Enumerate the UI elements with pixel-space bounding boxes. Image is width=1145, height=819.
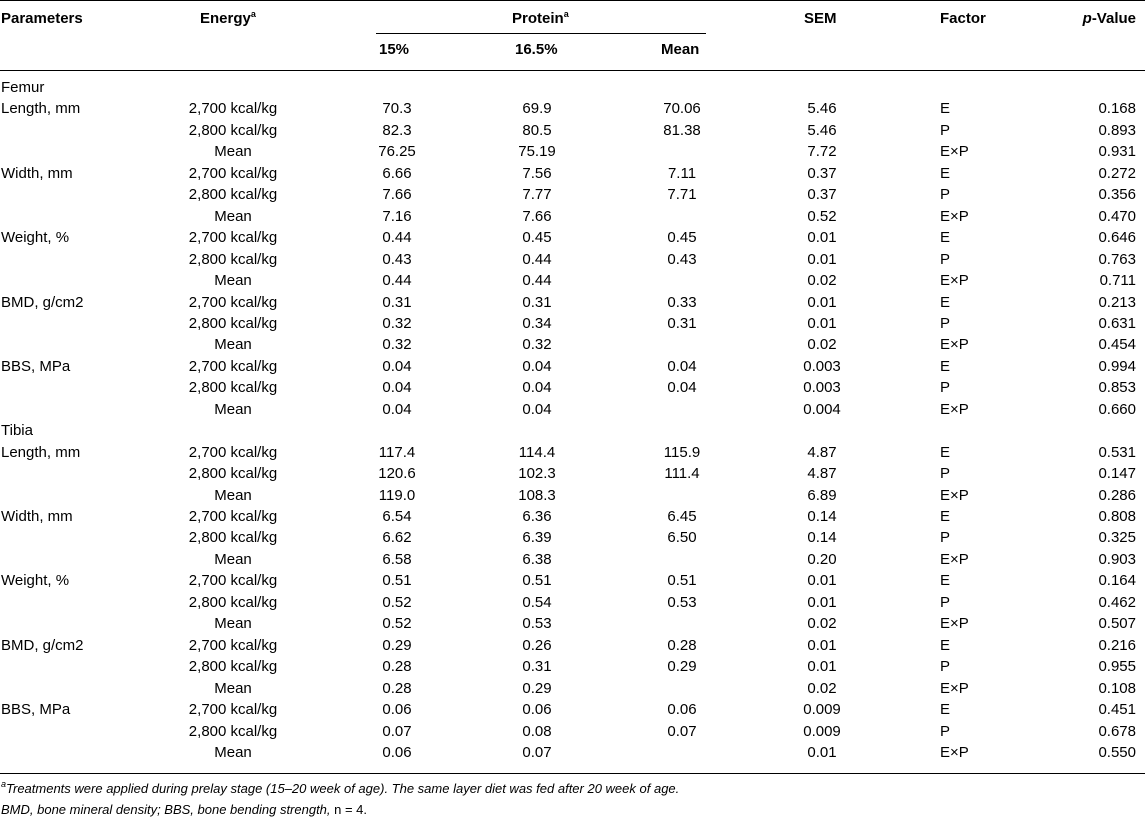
protein-15-cell: 0.43 — [382, 250, 412, 268]
parameter-cell: Width, mm — [1, 508, 73, 525]
protein-15-cell: 6.66 — [382, 164, 412, 182]
bottom-rule — [0, 773, 1145, 774]
protein-15-cell: 0.28 — [382, 658, 412, 676]
sem-cell: 0.01 — [807, 314, 837, 332]
energy-cell: 2,700 kcal/kg — [188, 572, 278, 590]
p-value-cell: 0.631 — [1098, 314, 1136, 332]
header-protein: Protein$^a$ — [512, 9, 569, 27]
p-value-cell: 0.678 — [1098, 722, 1136, 740]
factor-cell: E — [940, 508, 951, 525]
protein-16-5-cell: 0.04 — [522, 400, 552, 418]
p-value-cell: 0.451 — [1098, 701, 1136, 719]
sem-cell: 0.14 — [807, 529, 837, 547]
energy-cell: Mean — [214, 743, 252, 761]
protein-mean-cell: 6.50 — [667, 529, 697, 547]
energy-cell: 2,700 kcal/kg — [188, 293, 278, 311]
protein-mean-cell: 111.4 — [664, 465, 700, 483]
protein-15-cell: 82.3 — [382, 121, 412, 139]
protein-15-cell: 0.32 — [382, 336, 412, 354]
energy-cell: Mean — [214, 486, 252, 504]
protein-16-5-cell: 108.3 — [518, 486, 556, 504]
parameter-cell: Tibia — [1, 422, 33, 440]
sem-cell: 0.009 — [803, 701, 841, 719]
parameter-cell: Femur — [1, 79, 45, 96]
sem-cell: 0.02 — [807, 615, 837, 633]
protein-16-5-cell: 6.39 — [522, 529, 552, 547]
protein-16-5-cell: 6.38 — [522, 550, 552, 568]
p-value-cell: 0.454 — [1098, 336, 1136, 354]
sem-cell: 0.01 — [807, 593, 837, 611]
p-value-cell: 0.470 — [1098, 207, 1136, 225]
protein-16-5-cell: 0.08 — [522, 722, 552, 740]
p-value-cell: 0.994 — [1098, 357, 1136, 375]
sem-cell: 0.02 — [807, 679, 837, 697]
protein-mean-cell: 0.28 — [667, 636, 697, 654]
p-value-cell: 0.325 — [1098, 529, 1136, 547]
protein-16-5-cell: 0.29 — [522, 679, 552, 697]
parameter-cell: Width, mm — [1, 164, 73, 182]
factor-cell: E — [940, 164, 951, 182]
factor-cell: P — [940, 250, 951, 268]
protein-16-5-cell: 0.04 — [522, 357, 552, 375]
factor-cell: P — [940, 379, 951, 397]
energy-cell: 2,800 kcal/kg — [188, 722, 278, 740]
energy-cell: Mean — [214, 550, 252, 568]
parameter-cell: BMD, g/cm2 — [1, 636, 84, 654]
factor-cell: E×P — [940, 207, 969, 225]
sem-cell: 0.01 — [807, 743, 837, 761]
protein-16-5-cell: 0.53 — [522, 615, 552, 633]
factor-cell: P — [940, 593, 951, 611]
factor-cell: E — [940, 701, 951, 719]
p-value-cell: 0.955 — [1098, 658, 1136, 676]
header-protein-mean: Mean — [661, 41, 700, 58]
protein-16-5-cell: 80.5 — [522, 121, 552, 139]
protein-mean-cell: 6.45 — [667, 508, 697, 525]
header-factor: Factor — [940, 10, 986, 27]
p-value-cell: 0.272 — [1098, 164, 1136, 182]
p-value-cell: 0.213 — [1098, 293, 1136, 311]
footnote-abbreviations: BMD, bone mineral density; BBS, bone bending strength, n = 4. — [1, 802, 368, 817]
sem-cell: 6.89 — [807, 486, 837, 504]
p-value-cell: 0.147 — [1098, 465, 1136, 483]
energy-cell: 2,800 kcal/kg — [188, 379, 278, 397]
energy-cell: Mean — [214, 143, 252, 161]
header-p-value: p-Value — [1082, 10, 1136, 27]
protein-mean-cell: 0.31 — [667, 314, 697, 332]
sem-cell: 0.14 — [807, 508, 837, 525]
protein-16-5-cell: 0.44 — [522, 272, 552, 290]
protein-mean-cell: 7.71 — [667, 186, 697, 204]
protein-15-cell: 7.66 — [382, 186, 412, 204]
parameter-cell: BMD, g/cm2 — [1, 293, 84, 311]
factor-cell: P — [940, 186, 951, 204]
protein-15-cell: 76.25 — [378, 143, 416, 161]
protein-16-5-cell: 0.31 — [522, 658, 552, 676]
protein-mean-cell: 0.51 — [667, 572, 697, 590]
protein-15-cell: 0.06 — [382, 701, 412, 719]
factor-cell: E×P — [940, 679, 969, 697]
protein-15-cell: 0.29 — [382, 636, 412, 654]
p-value-cell: 0.216 — [1098, 636, 1136, 654]
protein-15-cell: 0.04 — [382, 400, 412, 418]
p-value-cell: 0.646 — [1098, 229, 1136, 247]
energy-cell: 2,700 kcal/kg — [188, 229, 278, 247]
sem-cell: 0.003 — [803, 379, 841, 397]
sem-cell: 0.52 — [807, 207, 837, 225]
sem-cell: 0.01 — [807, 636, 837, 654]
factor-cell: E×P — [940, 615, 969, 633]
p-value-cell: 0.168 — [1098, 100, 1136, 118]
header-protein-16-5: 16.5% — [515, 41, 558, 58]
protein-15-cell: 117.4 — [378, 443, 416, 461]
factor-cell: E×P — [940, 743, 969, 761]
protein-16-5-cell: 0.34 — [522, 314, 552, 332]
p-value-cell: 0.108 — [1098, 679, 1136, 697]
protein-16-5-cell: 7.56 — [522, 164, 552, 182]
energy-cell: 2,800 kcal/kg — [188, 314, 278, 332]
parameter-cell: Weight, % — [1, 229, 70, 247]
p-value-cell: 0.853 — [1098, 379, 1136, 397]
protein-16-5-cell: 75.19 — [518, 143, 556, 161]
sem-cell: 0.01 — [807, 572, 837, 590]
energy-cell: 2,700 kcal/kg — [188, 164, 278, 182]
factor-cell: E — [940, 229, 951, 247]
energy-cell: 2,800 kcal/kg — [188, 529, 278, 547]
factor-cell: E — [940, 636, 951, 654]
protein-16-5-cell: 102.3 — [518, 465, 556, 483]
sem-cell: 0.01 — [807, 293, 837, 311]
parameter-cell: BBS, MPa — [1, 357, 71, 375]
p-value-cell: 0.660 — [1098, 400, 1136, 418]
protein-mean-cell: 81.38 — [663, 121, 701, 139]
energy-cell: Mean — [214, 615, 252, 633]
p-value-cell: 0.356 — [1098, 186, 1136, 204]
protein-15-cell: 0.28 — [382, 679, 412, 697]
energy-cell: Mean — [214, 679, 252, 697]
energy-cell: Mean — [214, 207, 252, 225]
factor-cell: P — [940, 658, 951, 676]
protein-15-cell: 0.44 — [382, 272, 412, 290]
protein-mean-cell: 0.29 — [667, 658, 697, 676]
protein-15-cell: 0.32 — [382, 314, 412, 332]
factor-cell: P — [940, 465, 951, 483]
sem-cell: 0.37 — [807, 186, 837, 204]
factor-cell: P — [940, 722, 951, 740]
protein-16-5-cell: 0.26 — [522, 636, 552, 654]
sem-cell: 0.004 — [803, 400, 841, 418]
energy-cell: 2,800 kcal/kg — [188, 465, 278, 483]
energy-cell: 2,800 kcal/kg — [188, 658, 278, 676]
footnote-treatments: $^a$Treatments were applied during prelay stage (15–20 week of age). The same layer diet was fed after 20 week of age. — [1, 779, 680, 796]
sem-cell: 0.01 — [807, 658, 837, 676]
factor-cell: P — [940, 121, 951, 139]
protein-15-cell: 70.3 — [382, 100, 412, 118]
parameter-cell: Length, mm — [1, 443, 81, 461]
sem-cell: 0.01 — [807, 250, 837, 268]
parameter-cell: Length, mm — [1, 100, 81, 118]
protein-mean-cell: 0.43 — [667, 250, 697, 268]
p-value-cell: 0.550 — [1098, 743, 1136, 761]
protein-mean-cell: 0.45 — [667, 229, 697, 247]
protein-16-5-cell: 0.32 — [522, 336, 552, 354]
energy-cell: Mean — [214, 400, 252, 418]
protein-16-5-cell: 7.77 — [522, 186, 552, 204]
factor-cell: E×P — [940, 336, 969, 354]
p-value-cell: 0.164 — [1098, 572, 1136, 590]
energy-cell: 2,800 kcal/kg — [188, 593, 278, 611]
protein-15-cell: 119.0 — [378, 486, 416, 504]
sem-cell: 5.46 — [807, 121, 837, 139]
protein-15-cell: 0.06 — [382, 743, 412, 761]
protein-mean-cell: 0.04 — [667, 379, 697, 397]
p-value-cell: 0.507 — [1098, 615, 1136, 633]
factor-cell: E×P — [940, 272, 969, 290]
energy-cell: 2,700 kcal/kg — [188, 701, 278, 719]
protein-15-cell: 0.44 — [382, 229, 412, 247]
protein-16-5-cell: 0.54 — [522, 593, 552, 611]
energy-cell: Mean — [214, 336, 252, 354]
factor-cell: E — [940, 443, 951, 461]
factor-cell: E×P — [940, 486, 969, 504]
energy-cell: 2,700 kcal/kg — [188, 443, 278, 461]
factor-cell: E — [940, 100, 951, 118]
protein-mean-cell: 70.06 — [663, 100, 701, 118]
sem-cell: 0.003 — [803, 357, 841, 375]
protein-15-cell: 0.31 — [382, 293, 412, 311]
protein-16-5-cell: 6.36 — [522, 508, 552, 525]
protein-mean-cell: 0.06 — [667, 701, 697, 719]
protein-16-5-cell: 69.9 — [522, 100, 552, 118]
header-protein-15: 15% — [379, 41, 410, 58]
protein-15-cell: 6.58 — [382, 550, 412, 568]
sem-cell: 4.87 — [807, 465, 837, 483]
sem-cell: 0.20 — [807, 550, 837, 568]
protein-mean-cell: 7.11 — [667, 164, 697, 182]
header-energy: Energy$^a$ — [200, 9, 256, 27]
sem-cell: 0.02 — [807, 336, 837, 354]
protein-15-cell: 120.6 — [378, 465, 416, 483]
protein-mean-cell: 0.33 — [667, 293, 697, 311]
protein-15-cell: 0.52 — [382, 615, 412, 633]
sem-cell: 5.46 — [807, 100, 837, 118]
parameter-cell: BBS, MPa — [1, 701, 71, 719]
sem-cell: 0.01 — [807, 229, 837, 247]
p-value-cell: 0.531 — [1098, 443, 1136, 461]
p-value-cell: 0.763 — [1098, 250, 1136, 268]
p-value-cell: 0.893 — [1098, 121, 1136, 139]
energy-cell: 2,800 kcal/kg — [188, 186, 278, 204]
energy-cell: 2,700 kcal/kg — [188, 100, 278, 118]
protein-mean-cell: 115.9 — [663, 443, 701, 461]
protein-16-5-cell: 0.31 — [522, 293, 552, 311]
energy-cell: 2,700 kcal/kg — [188, 508, 278, 525]
protein-mean-cell: 0.04 — [667, 357, 697, 375]
p-value-cell: 0.462 — [1098, 593, 1136, 611]
p-value-cell: 0.903 — [1098, 550, 1136, 568]
factor-cell: E — [940, 357, 951, 375]
energy-cell: 2,700 kcal/kg — [188, 636, 278, 654]
protein-15-cell: 0.04 — [382, 379, 412, 397]
sem-cell: 0.02 — [807, 272, 837, 290]
energy-cell: 2,800 kcal/kg — [188, 250, 278, 268]
protein-mean-cell: 0.07 — [667, 722, 697, 740]
factor-cell: E — [940, 572, 951, 590]
p-value-cell: 0.711 — [1099, 272, 1136, 290]
protein-15-cell: 6.54 — [382, 508, 412, 525]
factor-cell: P — [940, 314, 951, 332]
protein-15-cell: 0.04 — [382, 357, 412, 375]
protein-16-5-cell: 0.04 — [522, 379, 552, 397]
protein-16-5-cell: 0.51 — [522, 572, 552, 590]
protein-15-cell: 6.62 — [382, 529, 412, 547]
protein-mean-cell: 0.53 — [667, 593, 697, 611]
factor-cell: E — [940, 293, 951, 311]
header-parameters: Parameters — [1, 10, 83, 27]
protein-15-cell: 0.51 — [382, 572, 412, 590]
p-value-cell: 0.286 — [1098, 486, 1136, 504]
factor-cell: E×P — [940, 550, 969, 568]
energy-cell: 2,800 kcal/kg — [188, 121, 278, 139]
protein-16-5-cell: 0.45 — [522, 229, 552, 247]
factor-cell: E×P — [940, 143, 969, 161]
protein-16-5-cell: 0.07 — [522, 743, 552, 761]
p-value-cell: 0.931 — [1098, 143, 1136, 161]
protein-15-cell: 7.16 — [382, 207, 412, 225]
protein-16-5-cell: 0.44 — [522, 250, 552, 268]
protein-16-5-cell: 7.66 — [522, 207, 552, 225]
protein-subheader-rule — [376, 33, 706, 34]
factor-cell: E×P — [940, 400, 969, 418]
header-rule — [0, 70, 1145, 71]
sem-cell: 0.37 — [807, 164, 837, 182]
top-rule — [0, 0, 1145, 1]
protein-15-cell: 0.52 — [382, 593, 412, 611]
energy-cell: 2,700 kcal/kg — [188, 357, 278, 375]
factor-cell: P — [940, 529, 951, 547]
p-value-cell: 0.808 — [1098, 508, 1136, 525]
protein-16-5-cell: 0.06 — [522, 701, 552, 719]
energy-cell: Mean — [214, 272, 252, 290]
protein-15-cell: 0.07 — [382, 722, 412, 740]
sem-cell: 4.87 — [807, 443, 837, 461]
parameter-cell: Weight, % — [1, 572, 70, 590]
header-sem: SEM — [804, 10, 837, 27]
sem-cell: 0.009 — [803, 722, 841, 740]
sem-cell: 7.72 — [807, 143, 837, 161]
protein-16-5-cell: 114.4 — [518, 443, 556, 461]
